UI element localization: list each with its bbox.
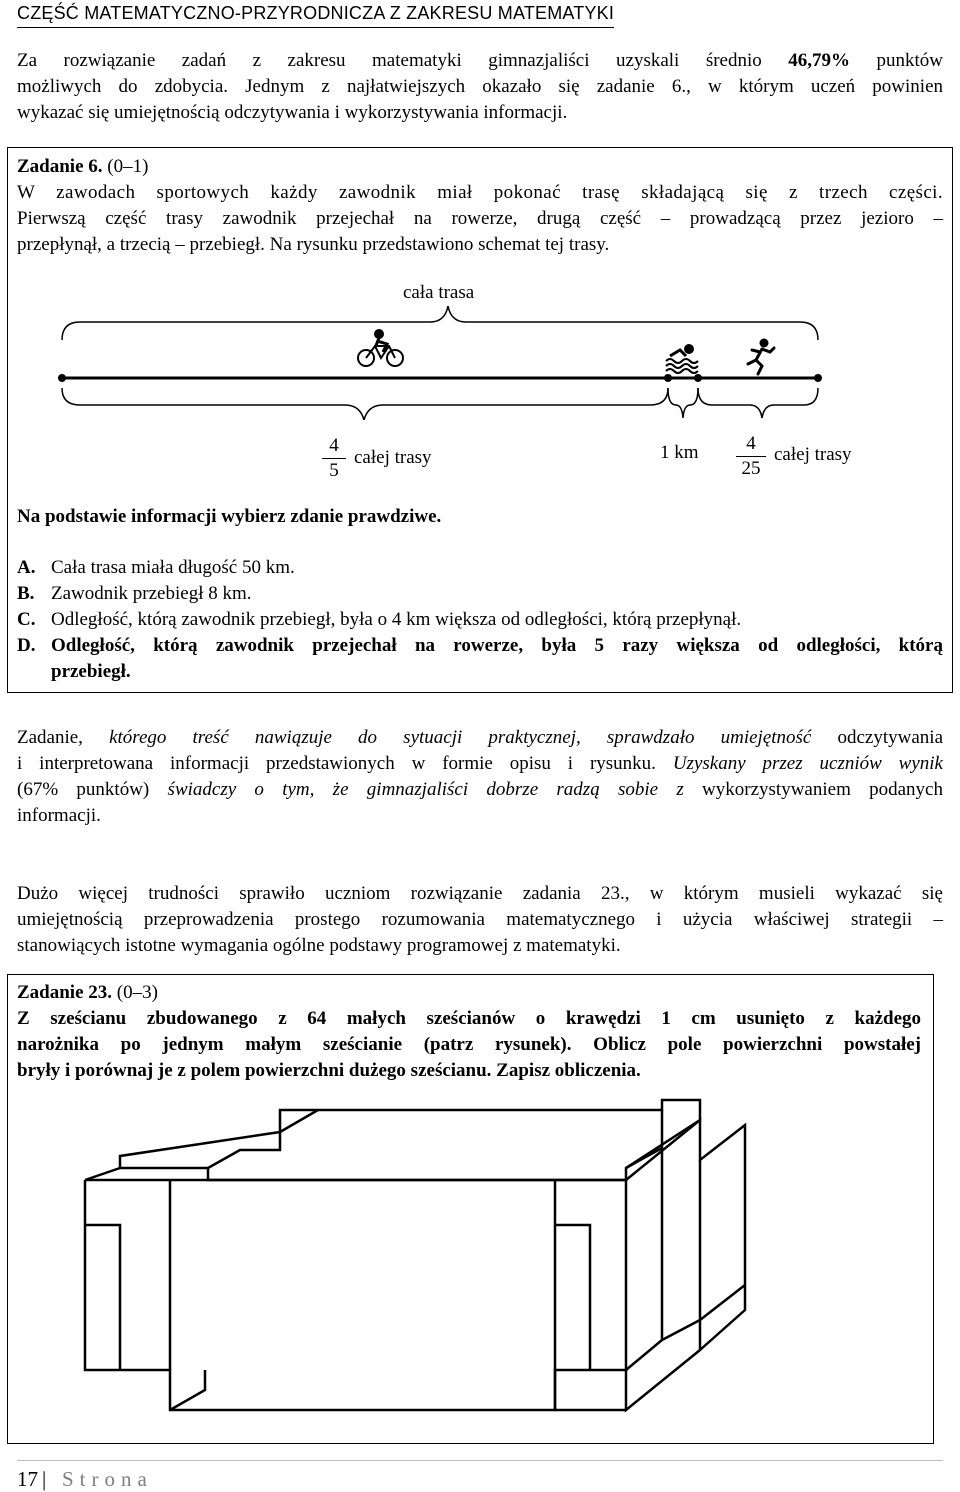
option-a[interactable]: A. Cała trasa miała długość 50 km. [17, 557, 295, 578]
right-face-edges [626, 1148, 700, 1370]
fraction-1-label: całej trasy [354, 447, 432, 468]
commentary-line-4: informacji. [17, 805, 101, 826]
swim-start-point [664, 374, 672, 382]
task-23-line-2: narożnika po jednym małym sześcianie (patrz rysunek). Oblicz pole powierzchni powstałej [17, 1034, 921, 1055]
run-brace [698, 388, 818, 418]
commentary2-line-1: Dużo więcej trudności sprawiło uczniom rozwiązanie zadania 23., w którym musieli wykazać się [17, 883, 943, 904]
option-b[interactable]: B. Zawodnik przebiegł 8 km. [17, 583, 252, 604]
route-diagram [0, 300, 960, 420]
run-start-point [694, 374, 702, 382]
whole-route-brace [62, 306, 818, 340]
footer-separator: | [42, 1467, 47, 1491]
page-number: 17 [17, 1467, 38, 1491]
fraction-four-twentyfifths: 4 25 [733, 432, 769, 481]
commentary-paragraph-2 [17, 881, 943, 959]
bike-brace [62, 388, 668, 420]
commentary-line-1: Zadanie, którego treść nawiązuje do sytuacji praktycznej, sprawdzało umiejętność odczytywania [17, 727, 943, 748]
top-face-grid [208, 1110, 662, 1168]
whole-route-label: cała trasa [403, 282, 475, 303]
right-face-outline [626, 1120, 745, 1410]
fraction-four-fifths: 4 5 [319, 434, 349, 483]
footer-page-word: Strona [62, 1467, 153, 1491]
commentary-line-3: (67% punktów) świadczy o tym, że gimnazjaliści dobrze radzą sobie z wykorzystywaniem podanych [17, 779, 943, 800]
task-6-text-2: Pierwszą część trasy zawodnik przejechał na rowerze, drugą część – prowadzącą przez jezioro – [17, 208, 943, 229]
route-start-point [58, 374, 66, 382]
intro-line-3: wykazać się umiejętnością odczytywania i wykorzystywania informacji. [17, 102, 568, 123]
fraction-2-label: całej trasy [774, 444, 852, 465]
option-d[interactable]: D. Odległość, którą zawodnik przejechał na rowerze, była 5 razy większa od odległości, którą przebiegł. [17, 635, 943, 682]
task-23-line-1: Z sześcianu zbudowanego z 64 małych sześcianów o krawędzi 1 cm usunięto z każdego [17, 1008, 921, 1029]
task-6-title: Zadanie 6. (0–1) [17, 156, 149, 177]
intro-line-2: możliwych do zdobycia. Jednym z najłatwiejszych okazało się zadanie 6., w którym uczeń powinien [17, 76, 943, 97]
task-23-text [17, 980, 921, 1084]
front-face-notches [85, 1225, 590, 1410]
task-23-title: Zadanie 23. (0–3) [17, 982, 158, 1003]
commentary-paragraph-1 [17, 725, 943, 829]
commentary-line-2: i interpretowana informacji przedstawionych w formie opisu i rysunku. Uzyskany przez uczniów wynik [17, 753, 943, 774]
swim-brace [668, 388, 698, 418]
intro-paragraph [17, 48, 943, 126]
runner-icon [748, 339, 774, 375]
front-face-edges [85, 1168, 626, 1410]
cube-with-removed-corners-figure [60, 1085, 840, 1435]
route-end-point [814, 374, 822, 382]
option-c[interactable]: C. Odległość, którą zawodnik przebiegł, była o 4 km większa od odległości, którą przepłynął. [17, 609, 742, 630]
task-6-text-3: przepłynął, a trzecią – przebiegł. Na rysunku przedstawiono schemat tej trasy. [17, 234, 610, 255]
commentary2-line-3: stanowiących istotne wymagania ogólne podstawy programowej z matematyki. [17, 935, 621, 956]
intro-line-1: Za rozwiązanie zadań z zakresu matematyki gimnazjaliści uzyskali średnio 46,79% punktów [17, 50, 944, 71]
swimmer-icon [666, 345, 698, 373]
swim-distance-label: 1 km [660, 442, 699, 463]
footer-rule [17, 1460, 943, 1461]
bicycle-icon [358, 330, 403, 366]
task-6-instruction: Na podstawie informacji wybierz zdanie prawdziwe. [17, 506, 442, 527]
task-23-line-3: bryły i porównaj je z polem powierzchni dużego sześcianu. Zapisz obliczenia. [17, 1060, 641, 1081]
section-heading: CZĘŚĆ MATEMATYCZNO-PRZYRODNICZA Z ZAKRESU MATEMATYKI [17, 3, 615, 23]
commentary2-line-2: umiejętnością przeprowadzenia prostego rozumowania matematycznego i użycia właściwej strategii – [17, 909, 943, 930]
task-6-text [17, 154, 943, 258]
top-face-outline [120, 1100, 700, 1180]
front-face-outline [85, 1180, 626, 1410]
task-6-text-1: W zawodach sportowych każdy zawodnik miał pokonać trasę składającą się z trzech części. [17, 182, 943, 203]
